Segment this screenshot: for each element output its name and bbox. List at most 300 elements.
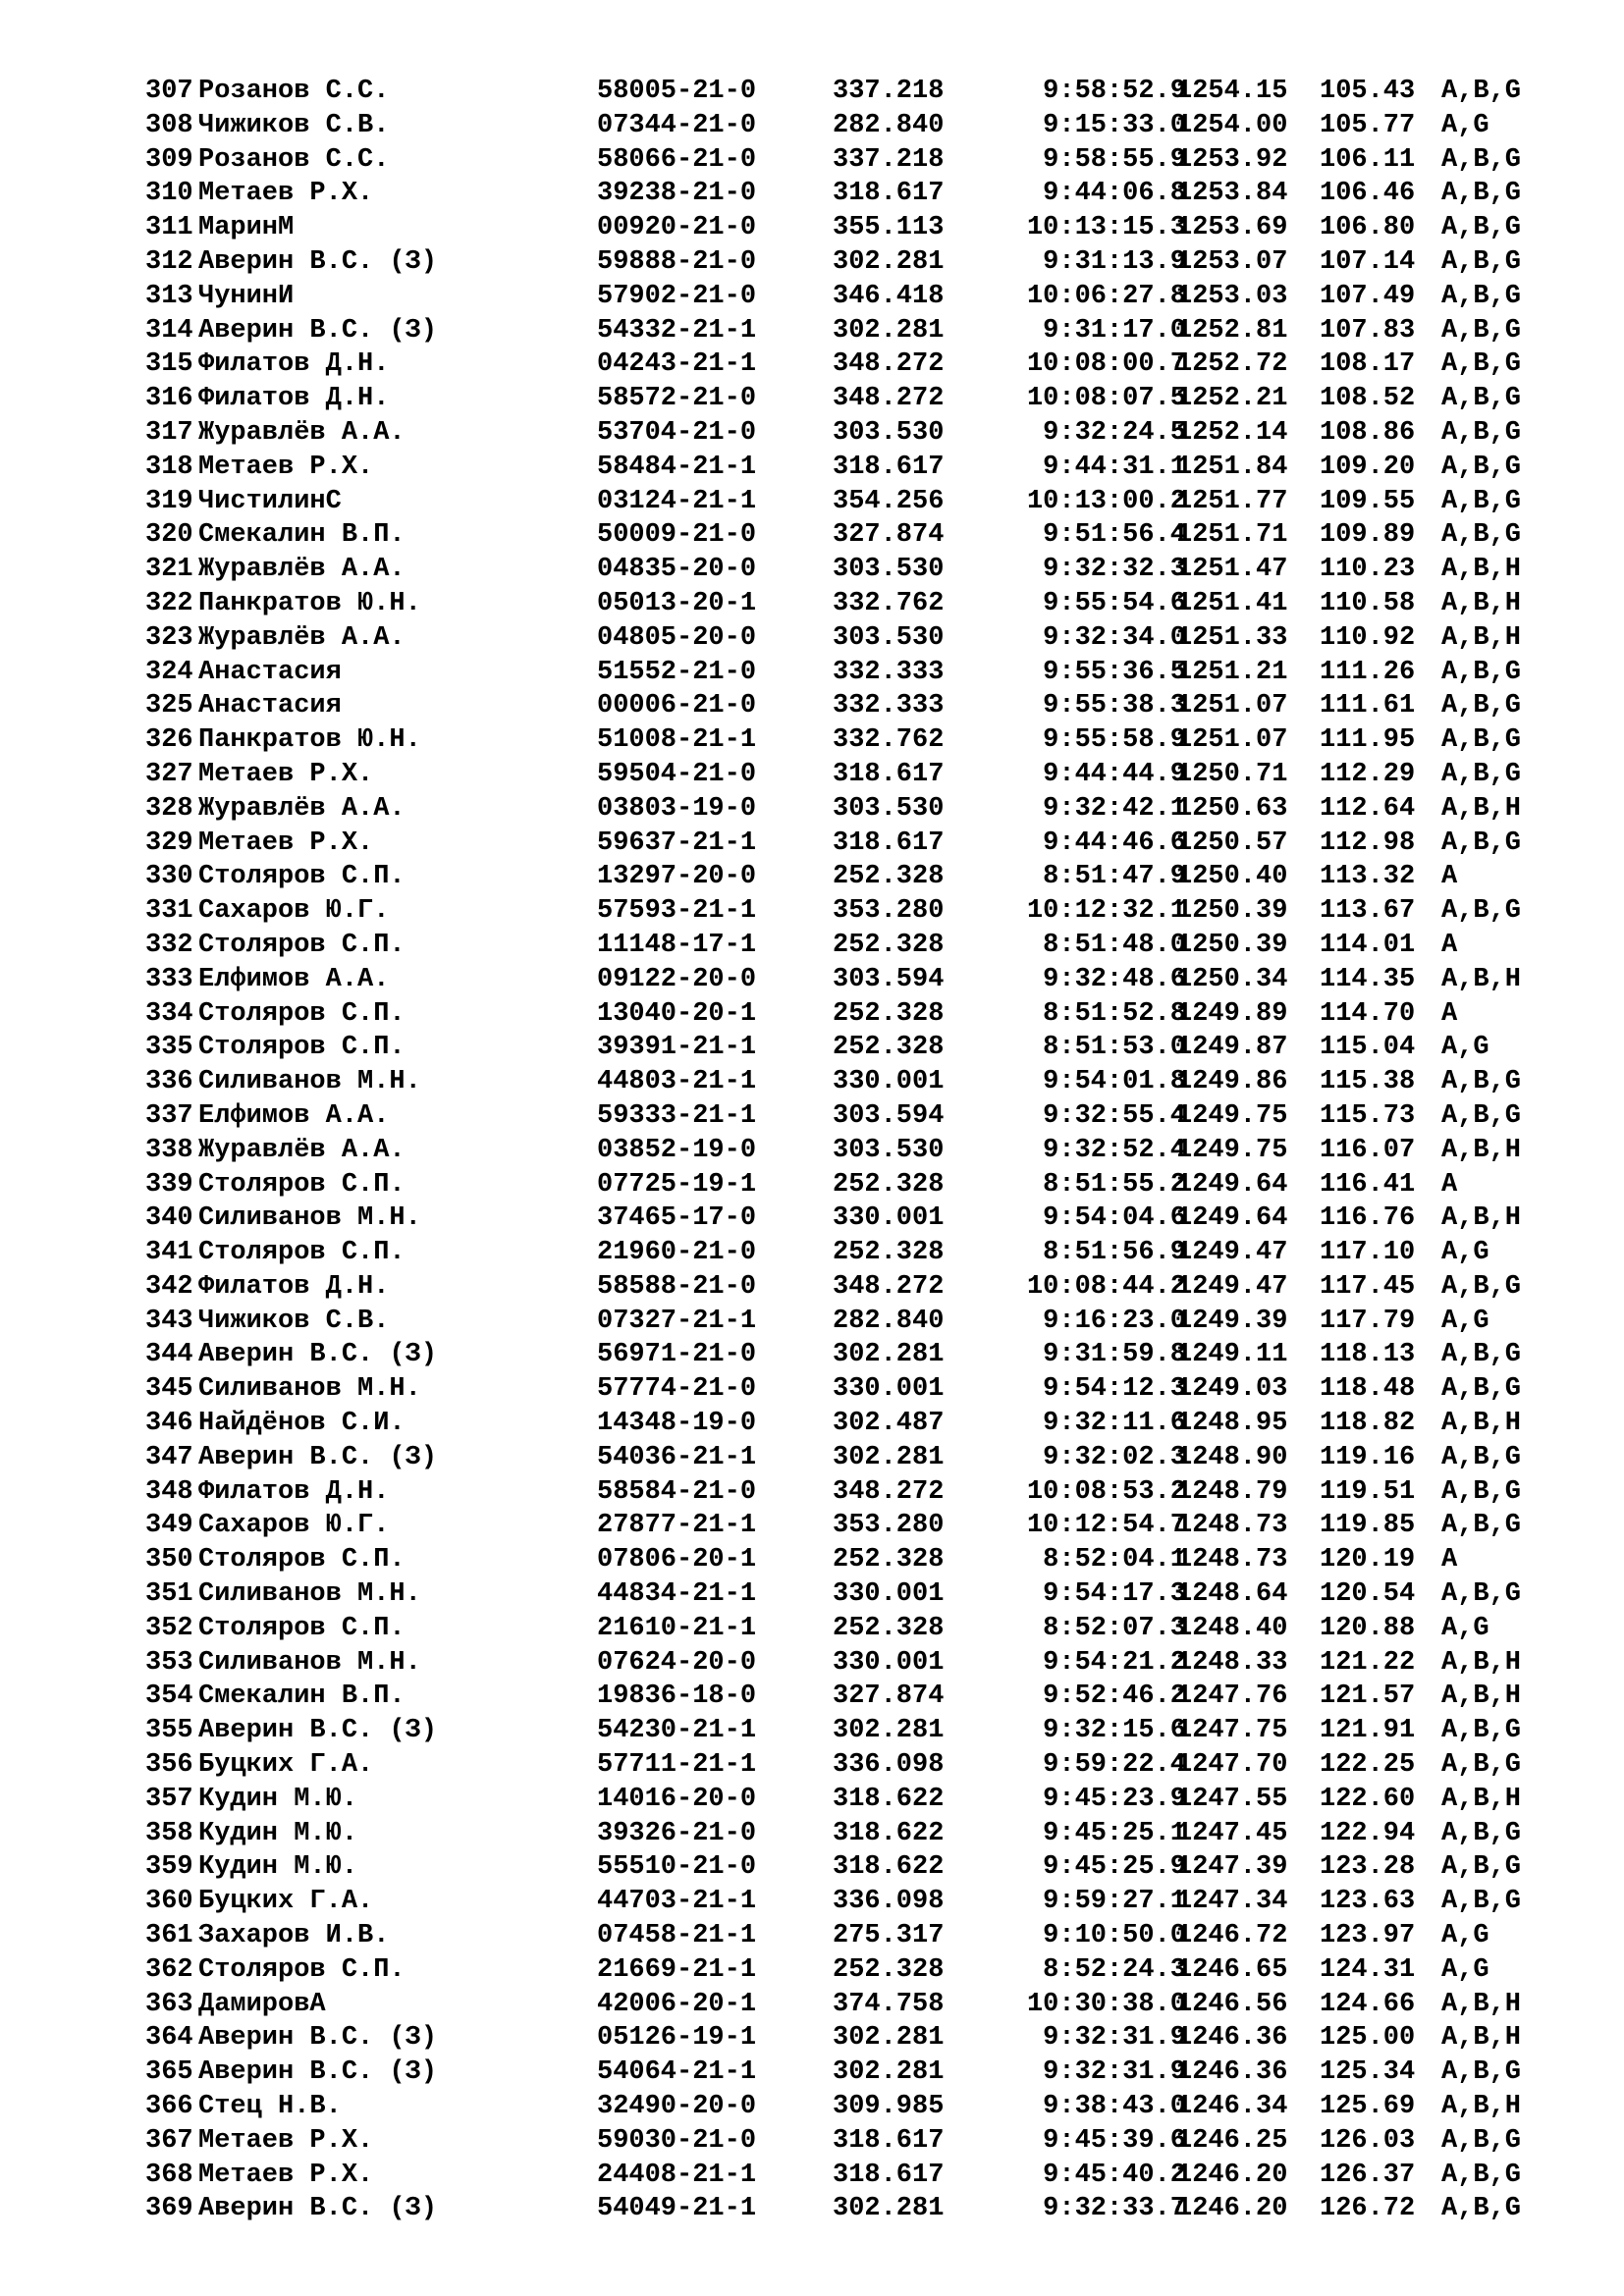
groups: A,B,G: [1441, 77, 1522, 106]
arrival-time: 10:08:00.7: [1026, 349, 1186, 380]
points: 112.98: [1320, 828, 1416, 858]
speed: 1249.75: [1176, 1100, 1288, 1131]
ring-number: 14348-19-0: [597, 1409, 757, 1439]
row-number: 333: [145, 964, 193, 994]
distance: 336.098: [833, 1887, 945, 1917]
groups: A,B,G: [1441, 691, 1522, 721]
points: 126.03: [1320, 2125, 1416, 2156]
speed: 1251.71: [1176, 520, 1288, 551]
participant-name: Чижиков С.В.: [198, 1306, 390, 1336]
ring-number: 39391-21-1: [597, 1033, 757, 1063]
arrival-time: 9:38:43.0: [1043, 2092, 1186, 2122]
speed: 1249.11: [1176, 1340, 1288, 1370]
arrival-time: 9:32:24.5: [1043, 417, 1186, 448]
points: 120.54: [1320, 1579, 1416, 1610]
participant-name: Филатов Д.Н.: [198, 384, 390, 414]
arrival-time: 9:32:55.4: [1043, 1100, 1186, 1131]
row-number: 327: [145, 759, 193, 789]
points: 117.79: [1320, 1306, 1416, 1336]
points: 107.14: [1320, 246, 1416, 277]
groups: A,B,G: [1441, 179, 1522, 209]
points: 114.01: [1320, 930, 1416, 960]
points: 106.46: [1320, 179, 1416, 209]
arrival-time: 10:30:38.0: [1026, 1989, 1186, 2019]
speed: 1251.41: [1176, 588, 1288, 618]
row-number: 307: [145, 77, 193, 106]
distance: 302.281: [833, 1716, 945, 1746]
distance: 318.617: [833, 179, 945, 209]
points: 115.38: [1320, 1067, 1416, 1097]
groups: A,B,H: [1441, 1682, 1522, 1712]
speed: 1246.72: [1176, 1921, 1288, 1951]
groups: A,B,G: [1441, 725, 1522, 756]
participant-name: Аверин В.С. (З): [198, 2057, 438, 2088]
points: 116.76: [1320, 1203, 1416, 1234]
participant-name: Столяров С.П.: [198, 1169, 406, 1200]
row-number: 355: [145, 1716, 193, 1746]
ring-number: 05126-19-1: [597, 2023, 757, 2054]
speed: 1246.36: [1176, 2023, 1288, 2054]
row-number: 321: [145, 555, 193, 585]
distance: 346.418: [833, 281, 945, 311]
row-number: 344: [145, 1340, 193, 1370]
points: 120.19: [1320, 1545, 1416, 1575]
arrival-time: 9:44:31.1: [1043, 452, 1186, 482]
points: 108.86: [1320, 417, 1416, 448]
points: 125.00: [1320, 2023, 1416, 2054]
row-number: 354: [145, 1682, 193, 1712]
speed: 1248.79: [1176, 1476, 1288, 1507]
ring-number: 58584-21-0: [597, 1476, 757, 1507]
ring-number: 03852-19-0: [597, 1135, 757, 1165]
participant-name: Кудин М.Ю.: [198, 1784, 358, 1814]
participant-name: Столяров С.П.: [198, 1613, 406, 1643]
arrival-time: 10:06:27.8: [1026, 281, 1186, 311]
participant-name: Силиванов М.Н.: [198, 1203, 421, 1234]
distance: 303.594: [833, 1100, 945, 1131]
ring-number: 54064-21-1: [597, 2057, 757, 2088]
groups: A,B,G: [1441, 1716, 1522, 1746]
speed: 1247.70: [1176, 1750, 1288, 1781]
speed: 1246.34: [1176, 2092, 1288, 2122]
groups: A,B,G: [1441, 1511, 1522, 1541]
arrival-time: 10:08:53.2: [1026, 1476, 1186, 1507]
distance: 252.328: [833, 1033, 945, 1063]
distance: 348.272: [833, 349, 945, 380]
groups: A,B,G: [1441, 452, 1522, 482]
participant-name: МаринМ: [198, 213, 295, 243]
participant-name: Филатов Д.Н.: [198, 1476, 390, 1507]
participant-name: Журавлёв А.А.: [198, 1135, 406, 1165]
participant-name: Найдёнов С.И.: [198, 1409, 406, 1439]
arrival-time: 9:55:58.9: [1043, 725, 1186, 756]
points: 109.20: [1320, 452, 1416, 482]
distance: 303.530: [833, 555, 945, 585]
arrival-time: 8:51:53.0: [1043, 1033, 1186, 1063]
speed: 1247.75: [1176, 1716, 1288, 1746]
speed: 1248.64: [1176, 1579, 1288, 1610]
arrival-time: 9:32:33.7: [1043, 2194, 1186, 2224]
speed: 1252.72: [1176, 349, 1288, 380]
participant-name: Силиванов М.Н.: [198, 1067, 421, 1097]
arrival-time: 9:55:38.3: [1043, 691, 1186, 721]
distance: 327.874: [833, 1682, 945, 1712]
distance: 302.281: [833, 2194, 945, 2224]
distance: 374.758: [833, 1989, 945, 2019]
participant-name: Анастасия: [198, 657, 342, 687]
points: 111.95: [1320, 725, 1416, 756]
groups: A,B,G: [1441, 1818, 1522, 1848]
row-number: 353: [145, 1647, 193, 1678]
ring-number: 58066-21-0: [597, 144, 757, 175]
arrival-time: 9:51:56.4: [1043, 520, 1186, 551]
groups: A,B,G: [1441, 2160, 1522, 2190]
distance: 252.328: [833, 1238, 945, 1268]
speed: 1246.20: [1176, 2160, 1288, 2190]
points: 115.73: [1320, 1100, 1416, 1131]
participant-name: Захаров И.В.: [198, 1921, 390, 1951]
row-number: 362: [145, 1954, 193, 1985]
ring-number: 51552-21-0: [597, 657, 757, 687]
arrival-time: 9:59:27.1: [1043, 1887, 1186, 1917]
participant-name: Смекалин В.П.: [198, 1682, 406, 1712]
participant-name: Метаев Р.Х.: [198, 828, 374, 858]
row-number: 341: [145, 1238, 193, 1268]
distance: 330.001: [833, 1067, 945, 1097]
participant-name: Аверин В.С. (З): [198, 1442, 438, 1472]
ring-number: 04805-20-0: [597, 622, 757, 653]
row-number: 322: [145, 588, 193, 618]
groups: A,B,G: [1441, 759, 1522, 789]
ring-number: 55510-21-0: [597, 1852, 757, 1883]
participant-name: Буцких Г.А.: [198, 1887, 374, 1917]
participant-name: Розанов С.С.: [198, 144, 390, 175]
ring-number: 42006-20-1: [597, 1989, 757, 2019]
arrival-time: 9:32:31.9: [1043, 2023, 1186, 2054]
participant-name: Журавлёв А.А.: [198, 555, 406, 585]
speed: 1254.15: [1176, 77, 1288, 106]
ring-number: 51008-21-1: [597, 725, 757, 756]
groups: A,B,G: [1441, 520, 1522, 551]
points: 115.04: [1320, 1033, 1416, 1063]
row-number: 313: [145, 281, 193, 311]
ring-number: 54332-21-1: [597, 315, 757, 346]
points: 121.91: [1320, 1716, 1416, 1746]
points: 116.07: [1320, 1135, 1416, 1165]
participant-name: Аверин В.С. (З): [198, 2023, 438, 2054]
points: 122.60: [1320, 1784, 1416, 1814]
speed: 1250.34: [1176, 964, 1288, 994]
speed: 1248.40: [1176, 1613, 1288, 1643]
groups: A,B,G: [1441, 417, 1522, 448]
groups: A: [1441, 862, 1458, 892]
row-number: 328: [145, 793, 193, 824]
arrival-time: 9:59:22.4: [1043, 1750, 1186, 1781]
ring-number: 03124-21-1: [597, 486, 757, 516]
arrival-time: 10:13:15.3: [1026, 213, 1186, 243]
ring-number: 04835-20-0: [597, 555, 757, 585]
row-number: 335: [145, 1033, 193, 1063]
groups: A,B,H: [1441, 555, 1522, 585]
row-number: 356: [145, 1750, 193, 1781]
points: 119.85: [1320, 1511, 1416, 1541]
groups: A,B,H: [1441, 1409, 1522, 1439]
speed: 1250.39: [1176, 896, 1288, 927]
ring-number: 53704-21-0: [597, 417, 757, 448]
distance: 252.328: [833, 1545, 945, 1575]
points: 124.66: [1320, 1989, 1416, 2019]
speed: 1251.07: [1176, 691, 1288, 721]
arrival-time: 9:32:15.6: [1043, 1716, 1186, 1746]
ring-number: 59637-21-1: [597, 828, 757, 858]
arrival-time: 9:58:55.9: [1043, 144, 1186, 175]
row-number: 329: [145, 828, 193, 858]
arrival-time: 9:32:31.9: [1043, 2057, 1186, 2088]
distance: 302.281: [833, 1442, 945, 1472]
ring-number: 59504-21-0: [597, 759, 757, 789]
ring-number: 56971-21-0: [597, 1340, 757, 1370]
groups: A,B,G: [1441, 144, 1522, 175]
arrival-time: 10:13:00.2: [1026, 486, 1186, 516]
groups: A,B,G: [1441, 1750, 1522, 1781]
groups: A,B,G: [1441, 1100, 1522, 1131]
row-number: 310: [145, 179, 193, 209]
points: 109.89: [1320, 520, 1416, 551]
row-number: 314: [145, 315, 193, 346]
row-number: 351: [145, 1579, 193, 1610]
speed: 1249.89: [1176, 998, 1288, 1029]
groups: A,G: [1441, 110, 1489, 140]
groups: A,B,G: [1441, 1852, 1522, 1883]
participant-name: Елфимов А.А.: [198, 964, 390, 994]
ring-number: 59333-21-1: [597, 1100, 757, 1131]
groups: A,B,H: [1441, 2023, 1522, 2054]
points: 114.35: [1320, 964, 1416, 994]
distance: 282.840: [833, 110, 945, 140]
distance: 318.622: [833, 1784, 945, 1814]
ring-number: 14016-20-0: [597, 1784, 757, 1814]
points: 118.82: [1320, 1409, 1416, 1439]
groups: A,B,G: [1441, 1476, 1522, 1507]
participant-name: Метаев Р.Х.: [198, 759, 374, 789]
distance: 318.617: [833, 828, 945, 858]
distance: 330.001: [833, 1579, 945, 1610]
ring-number: 03803-19-0: [597, 793, 757, 824]
points: 125.69: [1320, 2092, 1416, 2122]
arrival-time: 10:12:32.1: [1026, 896, 1186, 927]
participant-name: Аверин В.С. (З): [198, 315, 438, 346]
arrival-time: 8:51:52.8: [1043, 998, 1186, 1029]
groups: A,B,H: [1441, 964, 1522, 994]
row-number: 348: [145, 1476, 193, 1507]
groups: A,B,H: [1441, 1135, 1522, 1165]
ring-number: 32490-20-0: [597, 2092, 757, 2122]
ring-number: 58572-21-0: [597, 384, 757, 414]
speed: 1247.45: [1176, 1818, 1288, 1848]
ring-number: 07344-21-0: [597, 110, 757, 140]
participant-name: Смекалин В.П.: [198, 520, 406, 551]
ring-number: 05013-20-1: [597, 588, 757, 618]
row-number: 343: [145, 1306, 193, 1336]
distance: 303.594: [833, 964, 945, 994]
points: 112.64: [1320, 793, 1416, 824]
distance: 332.762: [833, 725, 945, 756]
ring-number: 21960-21-0: [597, 1238, 757, 1268]
ring-number: 11148-17-1: [597, 930, 757, 960]
arrival-time: 9:45:23.9: [1043, 1784, 1186, 1814]
participant-name: Филатов Д.Н.: [198, 1271, 390, 1302]
ring-number: 44803-21-1: [597, 1067, 757, 1097]
speed: 1251.77: [1176, 486, 1288, 516]
distance: 348.272: [833, 1476, 945, 1507]
points: 122.25: [1320, 1750, 1416, 1781]
distance: 252.328: [833, 1169, 945, 1200]
arrival-time: 9:45:25.9: [1043, 1852, 1186, 1883]
ring-number: 07327-21-1: [597, 1306, 757, 1336]
arrival-time: 9:45:40.2: [1043, 2160, 1186, 2190]
row-number: 346: [145, 1409, 193, 1439]
arrival-time: 9:32:52.4: [1043, 1135, 1186, 1165]
arrival-time: 9:45:25.1: [1043, 1818, 1186, 1848]
distance: 302.281: [833, 246, 945, 277]
row-number: 361: [145, 1921, 193, 1951]
row-number: 342: [145, 1271, 193, 1302]
points: 117.10: [1320, 1238, 1416, 1268]
distance: 348.272: [833, 384, 945, 414]
row-number: 320: [145, 520, 193, 551]
row-number: 345: [145, 1374, 193, 1405]
distance: 353.280: [833, 1511, 945, 1541]
arrival-time: 9:32:48.6: [1043, 964, 1186, 994]
groups: A,B,H: [1441, 1989, 1522, 2019]
ring-number: 07624-20-0: [597, 1647, 757, 1678]
arrival-time: 9:10:50.0: [1043, 1921, 1186, 1951]
ring-number: 24408-21-1: [597, 2160, 757, 2190]
ring-number: 37465-17-0: [597, 1203, 757, 1234]
ring-number: 54036-21-1: [597, 1442, 757, 1472]
points: 113.67: [1320, 896, 1416, 927]
points: 111.61: [1320, 691, 1416, 721]
groups: A,B,H: [1441, 1647, 1522, 1678]
participant-name: Столяров С.П.: [198, 1033, 406, 1063]
participant-name: Столяров С.П.: [198, 1954, 406, 1985]
groups: A,B,G: [1441, 384, 1522, 414]
speed: 1249.64: [1176, 1169, 1288, 1200]
distance: 353.280: [833, 896, 945, 927]
distance: 252.328: [833, 862, 945, 892]
speed: 1250.39: [1176, 930, 1288, 960]
arrival-time: 9:31:13.9: [1043, 246, 1186, 277]
ring-number: 07725-19-1: [597, 1169, 757, 1200]
speed: 1249.87: [1176, 1033, 1288, 1063]
participant-name: Столяров С.П.: [198, 998, 406, 1029]
arrival-time: 9:44:46.6: [1043, 828, 1186, 858]
participant-name: Панкратов Ю.Н.: [198, 725, 421, 756]
groups: A,B,G: [1441, 896, 1522, 927]
speed: 1246.25: [1176, 2125, 1288, 2156]
ring-number: 58005-21-0: [597, 77, 757, 106]
row-number: 357: [145, 1784, 193, 1814]
speed: 1248.95: [1176, 1409, 1288, 1439]
groups: A,B,H: [1441, 588, 1522, 618]
speed: 1253.03: [1176, 281, 1288, 311]
speed: 1247.34: [1176, 1887, 1288, 1917]
groups: A,B,G: [1441, 1579, 1522, 1610]
row-number: 340: [145, 1203, 193, 1234]
arrival-time: 9:15:33.0: [1043, 110, 1186, 140]
arrival-time: 9:32:32.3: [1043, 555, 1186, 585]
row-number: 363: [145, 1989, 193, 2019]
distance: 318.617: [833, 452, 945, 482]
arrival-time: 8:52:07.3: [1043, 1613, 1186, 1643]
groups: A,B,G: [1441, 1887, 1522, 1917]
distance: 252.328: [833, 930, 945, 960]
arrival-time: 9:45:39.6: [1043, 2125, 1186, 2156]
arrival-time: 9:32:02.3: [1043, 1442, 1186, 1472]
points: 121.57: [1320, 1682, 1416, 1712]
ring-number: 00920-21-0: [597, 213, 757, 243]
points: 120.88: [1320, 1613, 1416, 1643]
row-number: 308: [145, 110, 193, 140]
ring-number: 57593-21-1: [597, 896, 757, 927]
speed: 1248.33: [1176, 1647, 1288, 1678]
row-number: 323: [145, 622, 193, 653]
ring-number: 58588-21-0: [597, 1271, 757, 1302]
speed: 1252.21: [1176, 384, 1288, 414]
distance: 318.617: [833, 759, 945, 789]
speed: 1248.73: [1176, 1511, 1288, 1541]
groups: A: [1441, 1545, 1458, 1575]
speed: 1249.39: [1176, 1306, 1288, 1336]
points: 123.97: [1320, 1921, 1416, 1951]
distance: 302.281: [833, 2023, 945, 2054]
groups: A,G: [1441, 1921, 1489, 1951]
arrival-time: 10:08:07.5: [1026, 384, 1186, 414]
groups: A: [1441, 1169, 1458, 1200]
row-number: 332: [145, 930, 193, 960]
distance: 302.281: [833, 2057, 945, 2088]
participant-name: Журавлёв А.А.: [198, 622, 406, 653]
ring-number: 39326-21-0: [597, 1818, 757, 1848]
distance: 275.317: [833, 1921, 945, 1951]
distance: 302.281: [833, 1340, 945, 1370]
points: 124.31: [1320, 1954, 1416, 1985]
distance: 330.001: [833, 1647, 945, 1678]
row-number: 359: [145, 1852, 193, 1883]
participant-name: Сахаров Ю.Г.: [198, 1511, 390, 1541]
participant-name: Буцких Г.А.: [198, 1750, 374, 1781]
speed: 1251.21: [1176, 657, 1288, 687]
points: 109.55: [1320, 486, 1416, 516]
distance: 348.272: [833, 1271, 945, 1302]
points: 121.22: [1320, 1647, 1416, 1678]
row-number: 336: [145, 1067, 193, 1097]
participant-name: Филатов Д.Н.: [198, 349, 390, 380]
row-number: 324: [145, 657, 193, 687]
row-number: 309: [145, 144, 193, 175]
groups: A,B,H: [1441, 1203, 1522, 1234]
groups: A: [1441, 998, 1458, 1029]
points: 123.63: [1320, 1887, 1416, 1917]
speed: 1246.20: [1176, 2194, 1288, 2224]
arrival-time: 9:31:17.0: [1043, 315, 1186, 346]
points: 105.77: [1320, 110, 1416, 140]
speed: 1246.36: [1176, 2057, 1288, 2088]
points: 110.92: [1320, 622, 1416, 653]
points: 118.13: [1320, 1340, 1416, 1370]
row-number: 330: [145, 862, 193, 892]
participant-name: Сахаров Ю.Г.: [198, 896, 390, 927]
